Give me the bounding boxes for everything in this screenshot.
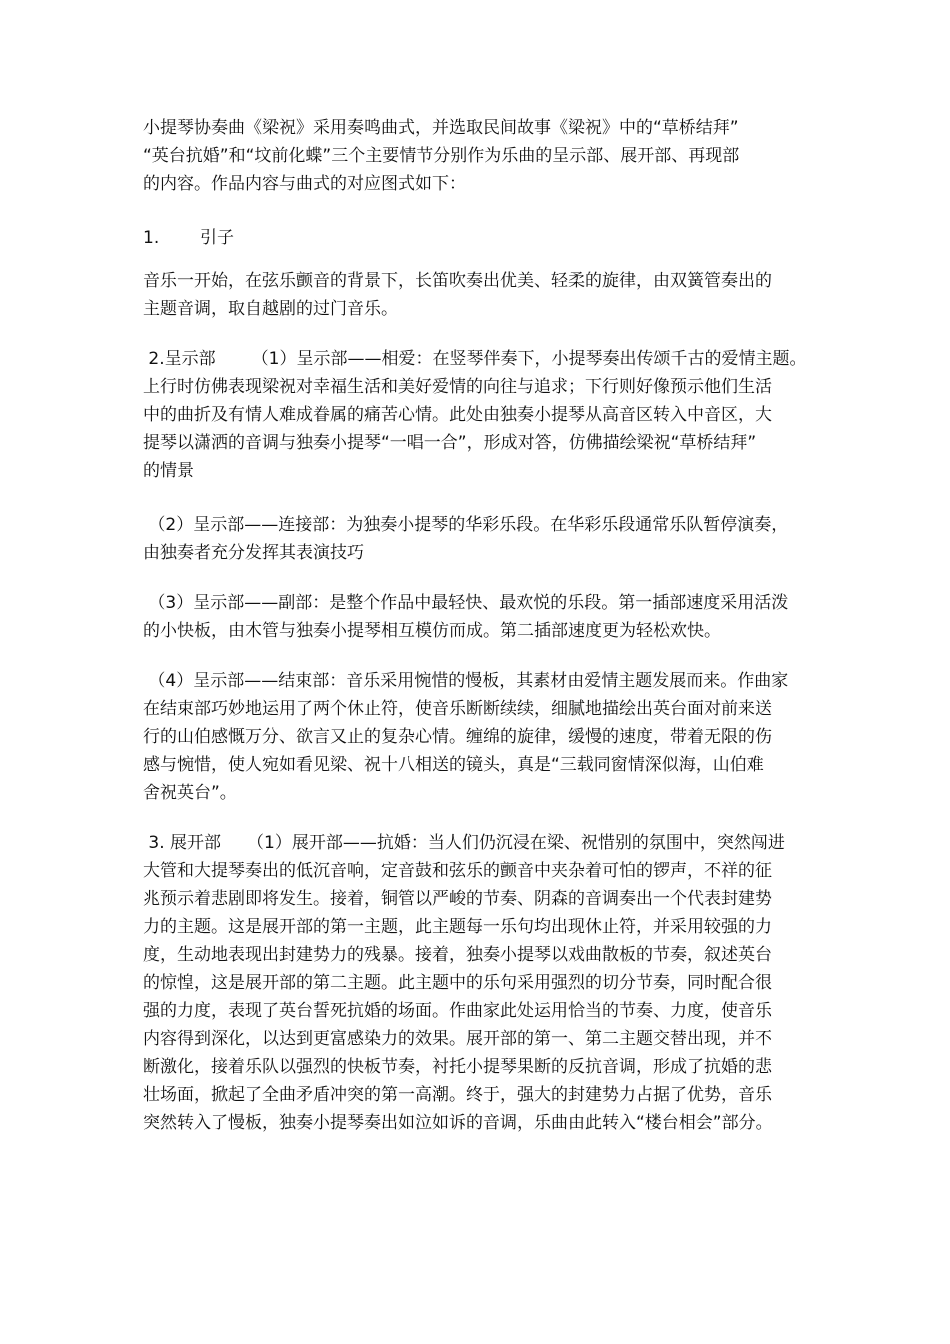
paragraph-exposition <box>143 345 833 485</box>
text-line: 上行时仿佛表现梁祝对幸福生活和美好爱情的向往与追求；下行则好像预示他们生活 <box>143 377 772 397</box>
text-line: 感与惋惜，使人宛如看见梁、祝十八相送的镜头，真是“三载同窗情深似海，山伯难 <box>143 755 764 775</box>
text-line: 在结束部巧妙地运用了两个休止符，使音乐断断续续，细腻地描绘出英台面对前来送 <box>143 699 772 719</box>
text-line: “英台抗婚”和“坟前化蝶”三个主要情节分别作为乐曲的呈示部、展开部、再现部 <box>143 146 740 166</box>
paragraph-development <box>143 829 833 1137</box>
text-line: 主题音调，取自越剧的过门音乐。 <box>143 299 398 319</box>
paragraph-introduction <box>143 267 833 323</box>
text-line: 舍祝英台”。 <box>143 783 237 803</box>
text-line: 提琴以潇洒的音调与独奏小提琴“一唱一合”，形成对答，仿佛描绘梁祝“草桥结拜” <box>143 433 757 453</box>
intro-paragraph <box>143 114 833 198</box>
section-label: 3. 展开部 <box>143 833 222 853</box>
paragraph-bridge <box>143 511 833 567</box>
text-line: 壮场面，掀起了全曲矛盾冲突的第一高潮。终于，强大的封建势力占据了优势，音乐 <box>143 1085 772 1105</box>
text-line: （1）展开部——抗婚：当人们仍沉浸在梁、祝惜别的氛围中，突然闯进 <box>247 833 785 853</box>
heading-title: 引子 <box>200 228 234 248</box>
paragraph-closing <box>143 667 833 807</box>
text-line: 行的山伯感慨万分、欲言又止的复杂心情。缠绵的旋律，缓慢的速度，带着无限的伤 <box>143 727 772 747</box>
text-line: 断激化，接着乐队以强烈的快板节奏，衬托小提琴果断的反抗音调，形成了抗婚的悲 <box>143 1057 772 1077</box>
text-line: 内容得到深化，以达到更富感染力的效果。展开部的第一、第二主题交替出现，并不 <box>143 1029 772 1049</box>
section-label: 2.呈示部 <box>143 349 216 369</box>
heading-number: 1. <box>143 228 160 248</box>
text-line: （1）呈示部——相爱：在竖琴伴奏下，小提琴奏出传颂千古的爱情主题。 <box>251 349 807 369</box>
text-line: 的内容。作品内容与曲式的对应图式如下： <box>143 174 466 194</box>
text-line: 小提琴协奏曲《梁祝》采用奏鸣曲式，并选取民间故事《梁祝》中的“草桥结拜” <box>143 118 739 138</box>
text-line: 突然转入了慢板，独奏小提琴奏出如泣如诉的音调，乐曲由此转入“楼台相会”部分。 <box>143 1113 773 1133</box>
text-line: 度，生动地表现出封建势力的残暴。接着，独奏小提琴以戏曲散板的节奏，叙述英台 <box>143 945 772 965</box>
text-line: 力的主题。这是展开部的第一主题，此主题每一乐句均出现休止符，并采用较强的力 <box>143 917 772 937</box>
text-line: 中的曲折及有情人难成眷属的痛苦心情。此处由独奏小提琴从高音区转入中音区，大 <box>143 405 772 425</box>
text-line: （2）呈示部——连接部：为独奏小提琴的华彩乐段。在华彩乐段通常乐队暂停演奏， <box>143 515 789 535</box>
text-line: （3）呈示部——副部：是整个作品中最轻快、最欢悦的乐段。第一插部速度采用活泼 <box>143 593 789 613</box>
text-line: 的情景 <box>143 461 194 481</box>
text-line: 音乐一开始，在弦乐颤音的背景下，长笛吹奏出优美、轻柔的旋律，由双簧管奏出的 <box>143 271 772 291</box>
text-line: 的小快板，由木管与独奏小提琴相互模仿而成。第二插部速度更为轻松欢快。 <box>143 621 721 641</box>
text-line: 的惊惶，这是展开部的第二主题。此主题中的乐句采用强烈的切分节奏，同时配合很 <box>143 973 772 993</box>
paragraph-secondary-theme <box>143 589 833 645</box>
text-line: （4）呈示部——结束部：音乐采用惋惜的慢板，其素材由爱情主题发展而来。作曲家 <box>143 671 789 691</box>
section-heading-intro <box>143 224 833 252</box>
text-line: 大管和大提琴奏出的低沉音响，定音鼓和弦乐的颤音中夹杂着可怕的锣声，不祥的征 <box>143 861 772 881</box>
text-line: 强的力度，表现了英台誓死抗婚的场面。作曲家此处运用恰当的节奏、力度，使音乐 <box>143 1001 772 1021</box>
text-line: 由独奏者充分发挥其表演技巧 <box>143 543 364 563</box>
text-line: 兆预示着悲剧即将发生。接着，铜管以严峻的节奏、阴森的音调奏出一个代表封建势 <box>143 889 772 909</box>
